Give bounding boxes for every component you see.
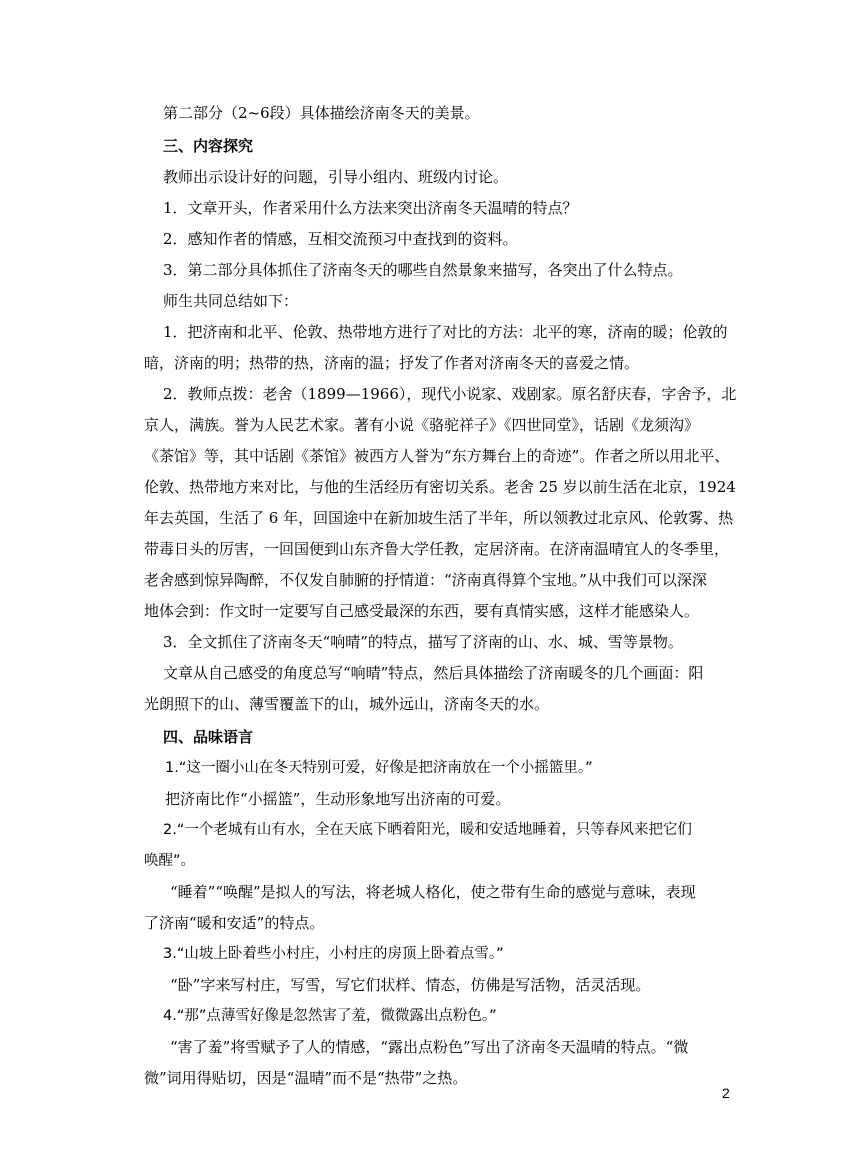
answer2-line: 年去英国，生活了 6 年，回国途中在新加坡生活了半年，所以领教过北京风、伦敦雾、热 (144, 509, 734, 527)
quote-1: 1.“这一圈小山在冬天特别可爱，好像是把济南放在一个小摇篮里。” (165, 760, 593, 776)
answer2-line: 老舍感到惊异陶醉，不仅发自肺腑的抒情道：“济南真得算个宝地。”从中我们可以深深 (144, 571, 707, 589)
section-heading-content-inquiry: 三、内容探究 (163, 137, 254, 155)
answer2-line: 带毒日头的厉害，一回国便到山东齐鲁大学任教，定居济南。在济南温晴宜人的冬季里， (144, 540, 730, 558)
answer2-line: 地体会到：作文时一定要写自己感受最深的东西，要有真情实感，这样才能感染人。 (144, 602, 700, 620)
answer2-line: 京人，满族。誉为人民艺术家。著有小说《骆驼祥子》《四世同堂》，话剧《龙须沟》 (144, 416, 700, 434)
answer3: 3．全文抓住了济南冬天“响晴”的特点，描写了济南的山、水、城、雪等景物。 (163, 633, 683, 651)
explanation-2-line: “睡着”“唤醒”是拟人的写法，将老城人格化，使之带有生命的感觉与意味，表现 (170, 883, 696, 901)
explanation-3: “卧”字来写村庄，写雪，写它们状样、情态，仿佛是写活物，活灵活现。 (170, 976, 651, 994)
page-number: 2 (722, 1085, 730, 1101)
answer1-line: 1．把济南和北平、伦敦、热带地方进行了对比的方法：北平的寒，济南的暖；伦敦的 (163, 323, 728, 341)
paragraph-line: 文章从自己感受的角度总写“响晴”特点，然后具体描绘了济南暖冬的几个画面：阳 (163, 664, 704, 682)
quote-3: 3.“山坡上卧着些小村庄，小村庄的房顶上卧着点雪。” (163, 946, 504, 962)
question-3: 3．第二部分具体抓住了济南冬天的哪些自然景象来描写，各突出了什么特点。 (163, 261, 683, 279)
section3-intro: 教师出示设计好的问题，引导小组内、班级内讨论。 (163, 168, 509, 186)
question-1: 1．文章开头，作者采用什么方法来突出济南冬天温晴的特点？ (163, 199, 578, 217)
answer2-line: 《茶馆》等，其中话剧《茶馆》被西方人誉为“东方舞台上的奇迹”。作者之所以用北平、 (144, 447, 730, 465)
paragraph-line: 光朗照下的山、薄雪覆盖下的山，城外远山，济南冬天的水。 (144, 695, 550, 713)
explanation-4-line: “害了羞”将雪赋予了人的情感，“露出点粉色”写出了济南冬天温晴的特点。“微 (170, 1038, 689, 1056)
answer2-line: 2．教师点拨：老舍（1899—1966），现代小说家、戏剧家。原名舒庆春，字舍予，北 (163, 385, 737, 403)
section-heading-language: 四、品味语言 (163, 728, 254, 746)
explanation-4-line: 微”词用得贴切，因是“温晴”而不是“热带”之热。 (144, 1069, 468, 1087)
quote-4: 4.“那”点薄雪好像是忽然害了羞，微微露出点粉色。” (163, 1008, 497, 1024)
explanation-2-line: 了济南“暖和安适”的特点。 (144, 914, 325, 932)
answer1-line: 暗，济南的明；热带的热，济南的温；抒发了作者对济南冬天的喜爱之情。 (144, 354, 640, 372)
answer2-line: 伦敦、热带地方来对比，与他的生活经历有密切关系。老舍 25 岁以前生活在北京，1924 (144, 478, 736, 496)
quote-2-line: 唤醒”。 (144, 853, 196, 869)
part2-summary: 第二部分（2~6段）具体描绘济南冬天的美景。 (163, 104, 480, 122)
quote-2-line: 2.“一个老城有山有水，全在天底下晒着阳光，暖和安适地睡着，只等春风来把它们 (163, 822, 692, 838)
explanation-1: 把济南比作“小摇篮”，生动形象地写出济南的可爱。 (165, 790, 511, 808)
question-2: 2．感知作者的情感，互相交流预习中查找到的资料。 (163, 230, 518, 248)
summary-intro: 师生共同总结如下： (163, 292, 299, 310)
